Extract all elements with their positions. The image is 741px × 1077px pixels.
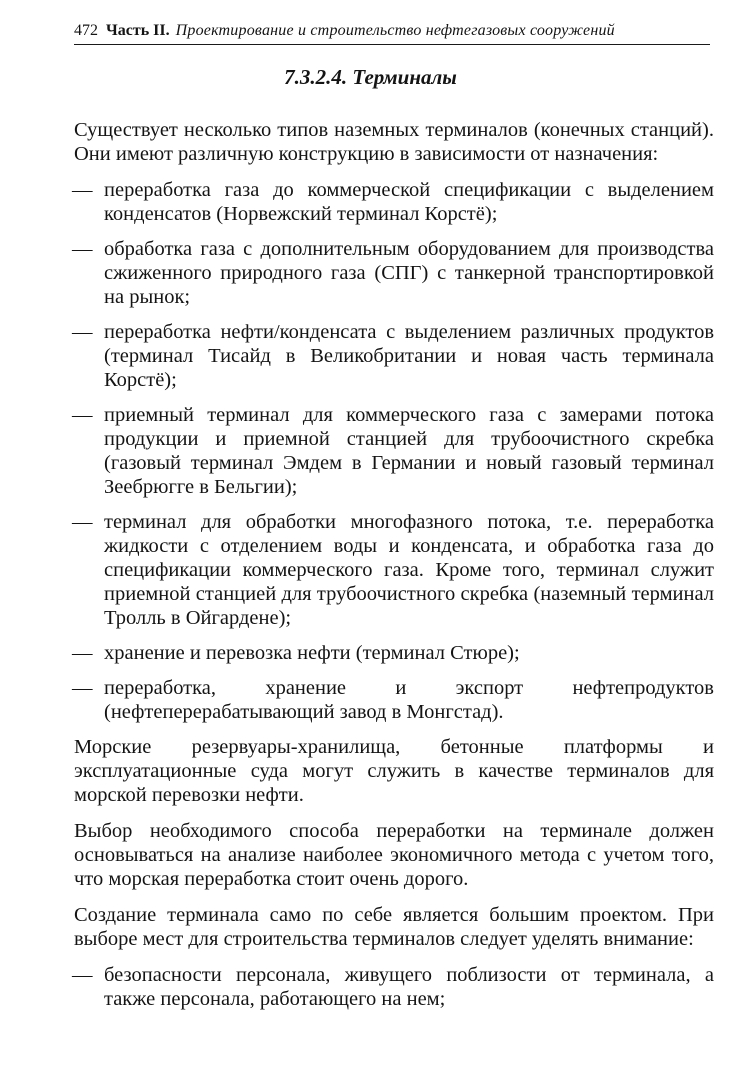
- creation-paragraph: Создание терминала само по себе является большим проектом. При выборе мест для строительства терминалов следует уделять внимание:: [74, 904, 714, 950]
- dash-glyph: —: [72, 511, 93, 533]
- page-number: 472: [74, 22, 98, 39]
- terminal-types-list: [74, 178, 714, 724]
- marine-paragraph: Морские резервуары-хранилища, бетонные платформы и эксплуатационные суда могут служить в качестве терминалов для морской перевозки нефти.: [74, 736, 714, 806]
- list-item-text: безопасности персонала, живущего поблизости от терминала, а также персонала, работающего на нем;: [104, 964, 714, 1010]
- part-label: Часть II.: [106, 22, 170, 39]
- list-item-text: терминал для обработки многофазного потока, т.е. переработка жидкости с отделением воды и конденсата, и обработка газа до спецификации коммерческого газа. Кроме того, терминал служит приемной станцией для трубоочистного скребка (наземный терминал Тролль в Ойгардене);: [104, 511, 714, 629]
- running-header-title: Проектирование и строительство нефтегазовых сооружений: [175, 22, 615, 39]
- list-item: [74, 676, 714, 724]
- list-item: [74, 320, 714, 392]
- dash-glyph: —: [72, 238, 93, 260]
- list-item: [74, 641, 714, 665]
- section-title: 7.3.2.4. Терминалы: [284, 65, 457, 89]
- list-item-text: хранение и перевозка нефти (терминал Стюре);: [104, 642, 520, 664]
- body-text: [74, 118, 714, 1022]
- dash-glyph: —: [72, 964, 93, 986]
- list-item: [74, 510, 714, 630]
- list-item: [74, 963, 714, 1011]
- running-header: [74, 20, 710, 45]
- dash-glyph: —: [72, 321, 93, 343]
- list-item: [74, 178, 714, 226]
- list-item-text: переработка, хранение и экспорт нефтепродуктов (нефтеперерабатывающий завод в Монгстад).: [104, 677, 714, 723]
- dash-glyph: —: [72, 179, 93, 201]
- intro-paragraph: Существует несколько типов наземных терминалов (конечных станций). Они имеют различную конструкцию в зависимости от назначения:: [74, 119, 714, 165]
- dash-glyph: —: [72, 642, 93, 664]
- list-item: [74, 403, 714, 499]
- list-item-text: обработка газа с дополнительным оборудованием для производства сжиженного природного газа (СПГ) с танкерной транспортировкой на рынок;: [104, 238, 714, 308]
- list-item-text: приемный терминал для коммерческого газа с замерами потока продукции и приемной станцией для трубоочистного скребка (газовый терминал Эмдем в Германии и новый газовый терминал Зеебрюгге в Бельгии);: [104, 404, 714, 498]
- choice-paragraph: Выбор необходимого способа переработки на терминале должен основываться на анализе наиболее экономичного метода с учетом того, что морская переработка стоит очень дорого.: [74, 820, 714, 890]
- site-considerations-list: [74, 963, 714, 1011]
- list-item-text: переработка нефти/конденсата с выделением различных продуктов (терминал Тисайд в Великобритании и новая часть терминала Корстё);: [104, 321, 714, 391]
- dash-glyph: —: [72, 404, 93, 426]
- list-item: [74, 237, 714, 309]
- list-item-text: переработка газа до коммерческой спецификации с выделением конденсатов (Норвежский терминал Корстё);: [104, 179, 714, 225]
- dash-glyph: —: [72, 677, 93, 699]
